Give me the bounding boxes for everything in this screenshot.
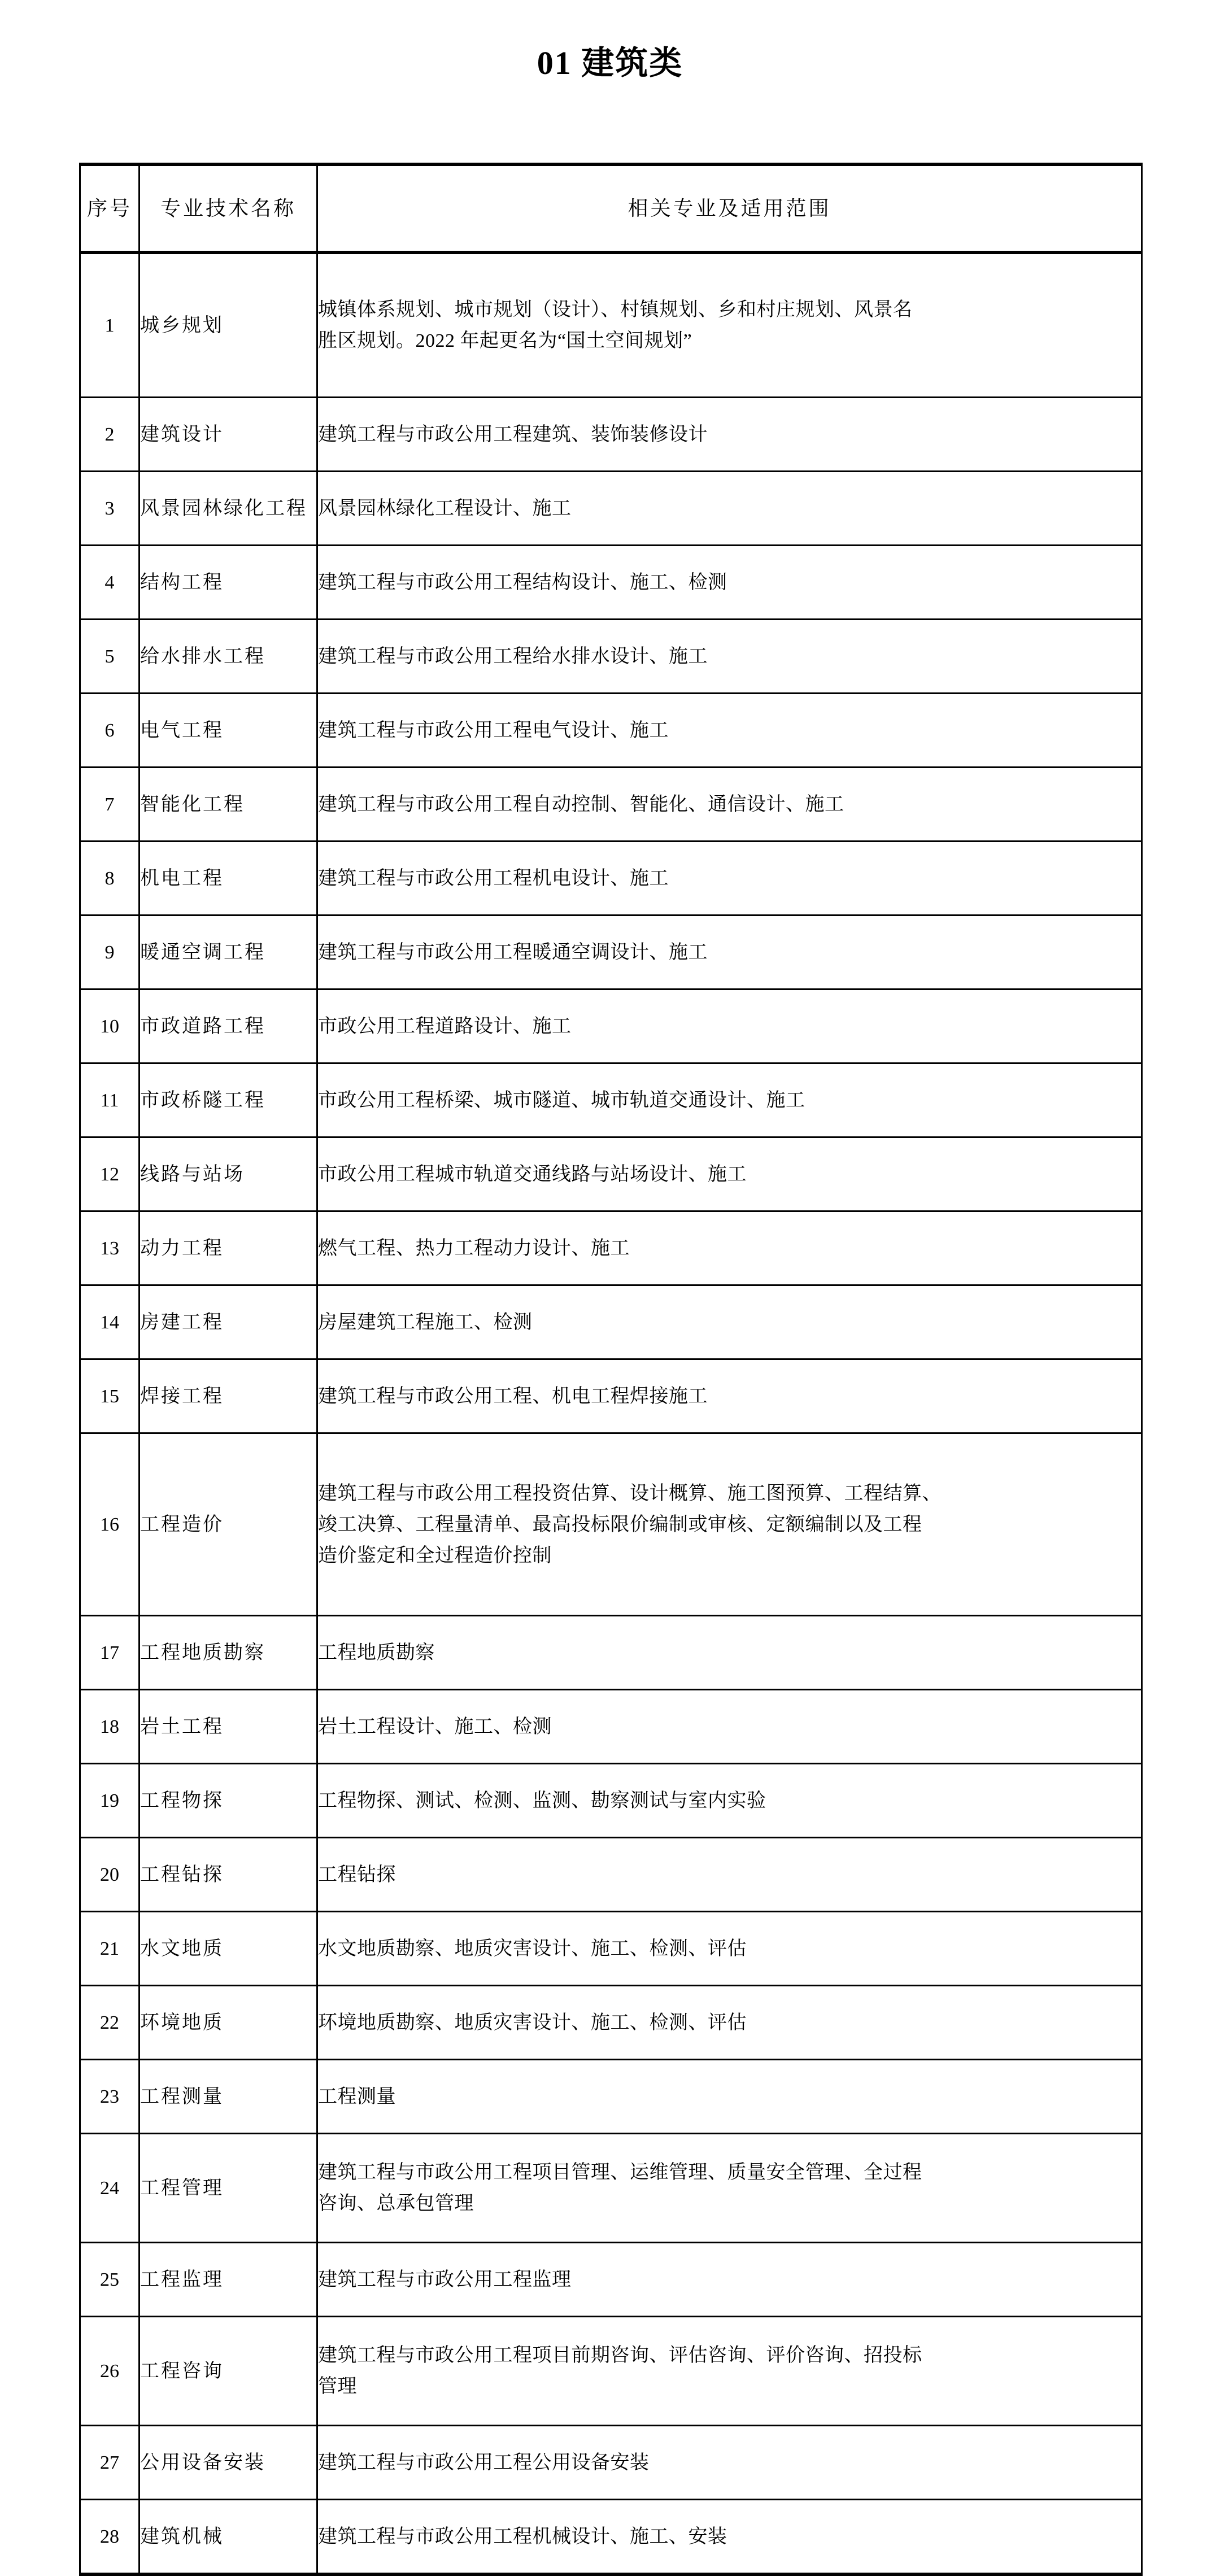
- cell-specialty-name: 焊接工程: [140, 1359, 317, 1433]
- table-row: [80, 398, 1142, 472]
- cell-index: 2: [80, 398, 140, 472]
- cell-index: 21: [80, 1912, 140, 1986]
- cell-specialty-name: 工程咨询: [140, 2317, 317, 2426]
- cell-index: 28: [80, 2500, 140, 2575]
- table-row: [80, 1764, 1142, 1838]
- column-header-no: 序号: [80, 164, 140, 252]
- scope-line: 建筑工程与市政公用工程暖通空调设计、施工: [318, 942, 708, 963]
- scope-line: 造价鉴定和全过程造价控制: [318, 1545, 552, 1566]
- cell-index: 25: [80, 2243, 140, 2317]
- table-row: [80, 1137, 1142, 1211]
- cell-scope: [317, 694, 1142, 768]
- scope-line: 市政公用工程道路设计、施工: [318, 1015, 572, 1037]
- table-row: [80, 252, 1142, 398]
- page-title: 01 建筑类: [537, 44, 683, 81]
- table-row: [80, 1063, 1142, 1137]
- table-row: [80, 2134, 1142, 2243]
- cell-scope: [317, 546, 1142, 620]
- scope-line: 建筑工程与市政公用工程项目前期咨询、评估咨询、评价咨询、招投标: [318, 2345, 922, 2366]
- table-row: [80, 1838, 1142, 1912]
- cell-index: 19: [80, 1764, 140, 1838]
- specialty-table-container: [79, 163, 1141, 2576]
- cell-scope: [317, 398, 1142, 472]
- cell-index: 23: [80, 2060, 140, 2134]
- cell-specialty-name: 风景园林绿化工程: [140, 472, 317, 546]
- cell-specialty-name: 工程造价: [140, 1433, 317, 1616]
- cell-specialty-name: 城乡规划: [140, 252, 317, 398]
- cell-specialty-name: 结构工程: [140, 546, 317, 620]
- scope-line: 建筑工程与市政公用工程结构设计、施工、检测: [318, 572, 727, 593]
- table-body: [80, 252, 1142, 2574]
- cell-index: 12: [80, 1137, 140, 1211]
- cell-scope: [317, 2426, 1142, 2500]
- scope-line: 房屋建筑工程施工、检测: [318, 1311, 533, 1333]
- scope-line: 工程地质勘察: [318, 1642, 435, 1663]
- cell-specialty-name: 电气工程: [140, 694, 317, 768]
- cell-specialty-name: 暖通空调工程: [140, 916, 317, 990]
- cell-scope: [317, 1063, 1142, 1137]
- cell-index: 3: [80, 472, 140, 546]
- cell-specialty-name: 给水排水工程: [140, 620, 317, 694]
- cell-specialty-name: 建筑设计: [140, 398, 317, 472]
- cell-scope: [317, 252, 1142, 398]
- table-row: [80, 1433, 1142, 1616]
- table-row: [80, 2500, 1142, 2575]
- scope-line: 建筑工程与市政公用工程自动控制、智能化、通信设计、施工: [318, 794, 844, 815]
- table-row: [80, 694, 1142, 768]
- document-page: [0, 22, 1220, 2576]
- table-row: [80, 916, 1142, 990]
- scope-line: 建筑工程与市政公用工程公用设备安装: [318, 2452, 650, 2473]
- scope-line: 胜区规划。2022 年起更名为“国土空间规划”: [318, 330, 692, 352]
- table-row: [80, 1616, 1142, 1690]
- scope-line: 市政公用工程桥梁、城市隧道、城市轨道交通设计、施工: [318, 1089, 805, 1111]
- cell-index: 16: [80, 1433, 140, 1616]
- table-header: [80, 164, 1142, 252]
- scope-line: 工程测量: [318, 2086, 396, 2107]
- cell-scope: [317, 1359, 1142, 1433]
- scope-line: 燃气工程、热力工程动力设计、施工: [318, 1237, 630, 1259]
- cell-index: 11: [80, 1063, 140, 1137]
- scope-line: 工程物探、测试、检测、监测、勘察测试与室内实验: [318, 1790, 766, 1811]
- cell-scope: [317, 990, 1142, 1063]
- scope-line: 建筑工程与市政公用工程电气设计、施工: [318, 720, 669, 741]
- table-row: [80, 1986, 1142, 2060]
- table-header-row: [80, 164, 1142, 252]
- cell-specialty-name: 线路与站场: [140, 1137, 317, 1211]
- table-row: [80, 2426, 1142, 2500]
- cell-specialty-name: 工程物探: [140, 1764, 317, 1838]
- cell-index: 13: [80, 1211, 140, 1285]
- cell-specialty-name: 工程管理: [140, 2134, 317, 2243]
- cell-index: 17: [80, 1616, 140, 1690]
- scope-line: 风景园林绿化工程设计、施工: [318, 498, 572, 519]
- cell-specialty-name: 工程测量: [140, 2060, 317, 2134]
- table-row: [80, 472, 1142, 546]
- scope-line: 建筑工程与市政公用工程建筑、装饰装修设计: [318, 424, 708, 445]
- table-row: [80, 1211, 1142, 1285]
- table-row: [80, 842, 1142, 916]
- table-row: [80, 1285, 1142, 1359]
- cell-index: 15: [80, 1359, 140, 1433]
- table-row: [80, 1912, 1142, 1986]
- scope-line: 环境地质勘察、地质灾害设计、施工、检测、评估: [318, 2012, 747, 2033]
- cell-scope: [317, 916, 1142, 990]
- cell-scope: [317, 1838, 1142, 1912]
- column-header-name: 专业技术名称: [140, 164, 317, 252]
- cell-scope: [317, 2134, 1142, 2243]
- cell-scope: [317, 1433, 1142, 1616]
- scope-line: 建筑工程与市政公用工程机电设计、施工: [318, 868, 669, 889]
- table-row: [80, 2060, 1142, 2134]
- cell-index: 1: [80, 252, 140, 398]
- scope-line: 管理: [318, 2376, 357, 2398]
- cell-specialty-name: 岩土工程: [140, 1690, 317, 1764]
- table-row: [80, 990, 1142, 1063]
- cell-specialty-name: 工程地质勘察: [140, 1616, 317, 1690]
- scope-line: 建筑工程与市政公用工程投资估算、设计概算、施工图预算、工程结算、: [318, 1483, 942, 1504]
- cell-index: 20: [80, 1838, 140, 1912]
- cell-specialty-name: 房建工程: [140, 1285, 317, 1359]
- cell-specialty-name: 智能化工程: [140, 768, 317, 842]
- cell-scope: [317, 2243, 1142, 2317]
- scope-line: 咨询、总承包管理: [318, 2193, 474, 2215]
- cell-index: 14: [80, 1285, 140, 1359]
- scope-line: 建筑工程与市政公用工程给水排水设计、施工: [318, 646, 708, 667]
- cell-specialty-name: 工程钻探: [140, 1838, 317, 1912]
- cell-scope: [317, 1764, 1142, 1838]
- cell-scope: [317, 1912, 1142, 1986]
- table-row: [80, 1690, 1142, 1764]
- specialty-table: [79, 163, 1143, 2576]
- scope-line: 工程钻探: [318, 1864, 396, 1885]
- scope-line: 水文地质勘察、地质灾害设计、施工、检测、评估: [318, 1938, 747, 1959]
- column-header-scope: 相关专业及适用范围: [317, 164, 1142, 252]
- table-row: [80, 768, 1142, 842]
- cell-scope: [317, 1616, 1142, 1690]
- cell-index: 6: [80, 694, 140, 768]
- table-row: [80, 546, 1142, 620]
- cell-specialty-name: 水文地质: [140, 1912, 317, 1986]
- scope-line: 建筑工程与市政公用工程、机电工程焊接施工: [318, 1385, 708, 1407]
- cell-specialty-name: 工程监理: [140, 2243, 317, 2317]
- table-row: [80, 2317, 1142, 2426]
- cell-specialty-name: 市政桥隧工程: [140, 1063, 317, 1137]
- cell-scope: [317, 2500, 1142, 2575]
- cell-scope: [317, 842, 1142, 916]
- cell-scope: [317, 768, 1142, 842]
- cell-specialty-name: 建筑机械: [140, 2500, 317, 2575]
- scope-line: 岩土工程设计、施工、检测: [318, 1716, 552, 1737]
- cell-index: 8: [80, 842, 140, 916]
- cell-specialty-name: 环境地质: [140, 1986, 317, 2060]
- scope-line: 建筑工程与市政公用工程机械设计、施工、安装: [318, 2526, 727, 2547]
- cell-index: 26: [80, 2317, 140, 2426]
- cell-index: 18: [80, 1690, 140, 1764]
- cell-specialty-name: 公用设备安装: [140, 2426, 317, 2500]
- cell-index: 7: [80, 768, 140, 842]
- cell-scope: [317, 1690, 1142, 1764]
- cell-specialty-name: 市政道路工程: [140, 990, 317, 1063]
- table-row: [80, 2243, 1142, 2317]
- table-row: [80, 620, 1142, 694]
- cell-scope: [317, 2317, 1142, 2426]
- cell-index: 24: [80, 2134, 140, 2243]
- cell-scope: [317, 472, 1142, 546]
- scope-line: 竣工决算、工程量清单、最高投标限价编制或审核、定额编制以及工程: [318, 1514, 922, 1535]
- cell-scope: [317, 1986, 1142, 2060]
- cell-index: 22: [80, 1986, 140, 2060]
- cell-index: 27: [80, 2426, 140, 2500]
- cell-scope: [317, 1285, 1142, 1359]
- table-row: [80, 1359, 1142, 1433]
- cell-specialty-name: 机电工程: [140, 842, 317, 916]
- cell-index: 9: [80, 916, 140, 990]
- cell-index: 10: [80, 990, 140, 1063]
- cell-scope: [317, 620, 1142, 694]
- cell-specialty-name: 动力工程: [140, 1211, 317, 1285]
- scope-line: 建筑工程与市政公用工程监理: [318, 2269, 572, 2290]
- cell-scope: [317, 2060, 1142, 2134]
- cell-scope: [317, 1211, 1142, 1285]
- cell-scope: [317, 1137, 1142, 1211]
- scope-line: 市政公用工程城市轨道交通线路与站场设计、施工: [318, 1163, 747, 1185]
- scope-line: 城镇体系规划、城市规划（设计）、村镇规划、乡和村庄规划、风景名: [318, 299, 913, 321]
- scope-line: 建筑工程与市政公用工程项目管理、运维管理、质量安全管理、全过程: [318, 2162, 922, 2183]
- cell-index: 5: [80, 620, 140, 694]
- cell-index: 4: [80, 546, 140, 620]
